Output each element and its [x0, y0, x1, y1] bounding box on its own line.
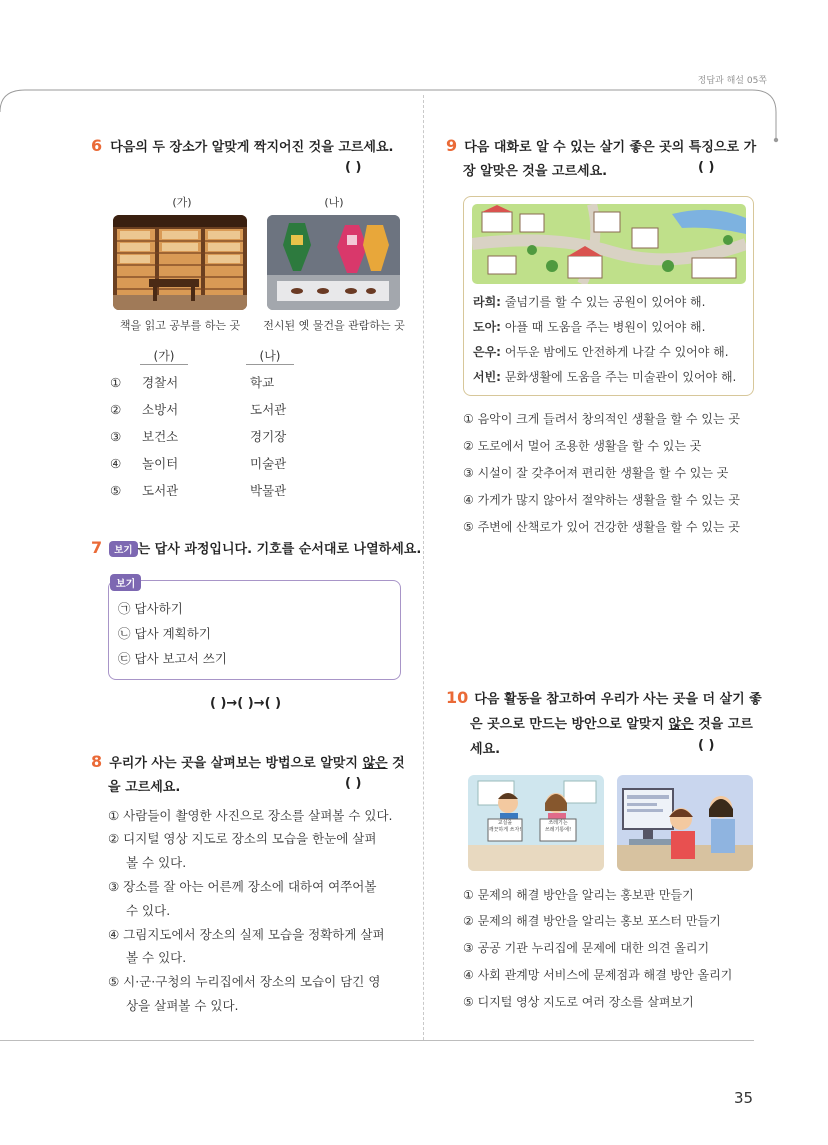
- q8-option-1[interactable]: ① 사람들이 촬영한 사진으로 장소를 살펴볼 수 있다.: [108, 808, 393, 823]
- q8-answer-paren: ( ): [345, 776, 362, 791]
- q8-number: 8: [91, 752, 103, 771]
- speaker: 라희:: [473, 295, 501, 309]
- library-photo: [113, 215, 247, 310]
- q9-dialog-line-4: [473, 368, 736, 385]
- q6-row-1[interactable]: [110, 373, 274, 391]
- q6-row-ga: 놀이터: [142, 456, 179, 471]
- q10-heading: [446, 688, 762, 707]
- q6-row-ga: 도서관: [142, 483, 179, 498]
- speech: 어두운 밤에도 안전하게 나갈 수 있어야 해.: [504, 345, 729, 359]
- q10-option-3[interactable]: ③ 공공 기관 누리집에 문제에 대한 의견 올리기: [463, 941, 710, 955]
- q6-label-ga: (가): [172, 196, 192, 209]
- q6-row-na: 경기장: [250, 429, 287, 444]
- q6-row-na: 미술관: [250, 456, 287, 471]
- q6-row-3[interactable]: [110, 427, 286, 445]
- q8-option-4[interactable]: ④ 그림지도에서 장소의 실제 모습을 정확하게 살펴: [108, 927, 385, 942]
- q9-dialog-line-3: [473, 343, 729, 360]
- q6-row-ga: 보건소: [142, 429, 179, 444]
- q6-row-num: ③: [110, 429, 122, 444]
- q6-text: 다음의 두 장소가 알맞게 짝지어진 것을 고르세요.: [110, 140, 394, 155]
- q10-text-2a: 은 곳으로 만드는 방안으로 알맞지: [470, 717, 669, 732]
- speech: 아플 때 도움을 주는 병원이 있어야 해.: [504, 320, 706, 334]
- q6-row-2[interactable]: [110, 400, 286, 418]
- q8-option-5[interactable]: ⑤ 시·군·구청의 누리집에서 장소의 모습이 담긴 영: [108, 974, 381, 989]
- q8-text-underline: 않은: [362, 756, 388, 771]
- q7-heading: [91, 538, 421, 557]
- museum-photo: [267, 215, 400, 310]
- q6-row-num: ②: [110, 402, 122, 417]
- q7-item-3: ㉢ 답사 보고서 쓰기: [118, 651, 227, 666]
- q8-text-1a: 우리가 사는 곳을 살펴보는 방법으로 알맞지: [109, 756, 363, 771]
- q10-option-2[interactable]: ② 문제의 해결 방안을 알리는 홍보 포스터 만들기: [463, 914, 721, 928]
- sign-line: 쓰레기통에!: [544, 827, 572, 833]
- q9-dialog-line-1: [473, 293, 705, 310]
- q8-heading: [91, 752, 405, 771]
- q9-text-2: 장 알맞은 것을 고르세요.: [463, 164, 608, 179]
- q10-text-2-line: [470, 713, 753, 732]
- q6-number: 6: [91, 136, 103, 155]
- q6-row-na: 도서관: [250, 402, 287, 417]
- q10-text-underline: 않은: [668, 717, 694, 732]
- sign-trash-bin: [540, 820, 576, 834]
- column-divider: [423, 95, 424, 1040]
- q9-heading: [446, 136, 756, 155]
- q7-text: 는 답사 과정입니다. 기호를 순서대로 나열하세요.: [137, 542, 422, 557]
- q6-row-num: ①: [110, 375, 122, 390]
- page-header-label: 정답과 해설 05쪽: [697, 76, 767, 86]
- q6-caption-ga: 책을 읽고 공부를 하는 곳: [119, 319, 241, 332]
- q7-answer-sequence[interactable]: ( )→( )→( ): [210, 696, 282, 711]
- q6-row-num: ⑤: [110, 483, 122, 498]
- q9-number: 9: [446, 136, 458, 155]
- q8-option-3[interactable]: ③ 장소를 잘 아는 어른께 장소에 대하여 여쭈어볼: [108, 879, 377, 894]
- q6-caption-na: 전시된 옛 물건을 관람하는 곳: [263, 319, 405, 332]
- q8-text-2: 을 고르세요.: [108, 780, 181, 795]
- speech: 문화생활에 도움을 주는 미술관이 있어야 해.: [504, 370, 737, 384]
- q9-option-2[interactable]: ② 도로에서 멀어 조용한 생활을 할 수 있는 곳: [463, 439, 702, 453]
- q9-text-1: 다음 대화로 알 수 있는 살기 좋은 곳의 특징으로 가: [464, 140, 757, 155]
- sign-line: 교실을: [497, 820, 513, 826]
- q7-number: 7: [91, 538, 103, 557]
- speaker: 서빈:: [473, 370, 501, 384]
- q7-item-2: ㉡ 답사 계획하기: [118, 626, 211, 641]
- q10-number: 10: [446, 688, 469, 707]
- q6-row-4[interactable]: [110, 454, 286, 472]
- bottom-rule: [0, 1040, 754, 1041]
- q10-option-1[interactable]: ① 문제의 해결 방안을 알리는 홍보판 만들기: [463, 888, 694, 902]
- sign-line: 깨끗하게 쓰자!: [488, 827, 522, 833]
- q9-option-3[interactable]: ③ 시설이 잘 갖추어져 편리한 생활을 할 수 있는 곳: [463, 466, 729, 480]
- q8-option-2[interactable]: ② 디지털 영상 지도로 장소의 모습을 한눈에 살펴: [108, 831, 377, 846]
- sign-clean-classroom: [488, 820, 522, 834]
- q8-text-1b: 것: [387, 756, 405, 771]
- q6-row-num: ④: [110, 456, 122, 471]
- q9-answer-paren: ( ): [698, 160, 715, 175]
- q7-item-1: ㉠ 답사하기: [118, 601, 183, 616]
- q6-row-ga: 소방서: [142, 402, 179, 417]
- q7-bogi-tag: 보기: [110, 574, 141, 591]
- town-illustration: [472, 204, 746, 284]
- q10-answer-paren: ( ): [698, 738, 715, 753]
- speech: 줄넘기를 할 수 있는 공원이 있어야 해.: [504, 295, 706, 309]
- q7-bogi-tag-inline: 보기: [109, 541, 137, 557]
- sign-line: 쓰레기는: [548, 820, 568, 826]
- q10-text-1: 다음 활동을 참고하여 우리가 사는 곳을 더 살기 좋: [474, 692, 762, 707]
- q6-heading: [91, 136, 394, 155]
- q9-dialog-line-2: [473, 318, 705, 335]
- q6-answer-paren: ( ): [345, 160, 362, 175]
- q6-col-ga: (가): [140, 347, 188, 365]
- q10-text-2b: 것을 고르: [693, 717, 753, 732]
- q8-option-2-cont: 볼 수 있다.: [126, 855, 187, 870]
- speaker: 도아:: [473, 320, 501, 334]
- q8-option-4-cont: 볼 수 있다.: [126, 950, 187, 965]
- q8-option-3-cont: 수 있다.: [126, 903, 171, 918]
- q10-option-4[interactable]: ④ 사회 관계망 서비스에 문제점과 해결 방안 올리기: [463, 968, 733, 982]
- q6-row-ga: 경찰서: [142, 375, 179, 390]
- q6-row-na: 박물관: [250, 483, 287, 498]
- speaker: 은우:: [473, 345, 501, 359]
- q6-col-na: (나): [246, 347, 294, 365]
- page-number: 35: [734, 1089, 754, 1107]
- q6-label-na: (나): [324, 196, 344, 209]
- q8-option-5-cont: 상을 살펴볼 수 있다.: [126, 998, 239, 1013]
- q10-option-5[interactable]: ⑤ 디지털 영상 지도로 여러 장소를 살펴보기: [463, 995, 694, 1009]
- q6-row-na: 학교: [250, 375, 275, 390]
- q9-option-5[interactable]: ⑤ 주변에 산책로가 있어 건강한 생활을 할 수 있는 곳: [463, 520, 740, 534]
- q9-option-1[interactable]: ① 음악이 크게 들려서 창의적인 생활을 할 수 있는 곳: [463, 412, 740, 426]
- q9-option-4[interactable]: ④ 가게가 많지 않아서 절약하는 생활을 할 수 있는 곳: [463, 493, 740, 507]
- computer-activity-illustration: [617, 775, 753, 871]
- q10-text-3: 세요.: [470, 742, 501, 757]
- q6-row-5[interactable]: [110, 481, 286, 499]
